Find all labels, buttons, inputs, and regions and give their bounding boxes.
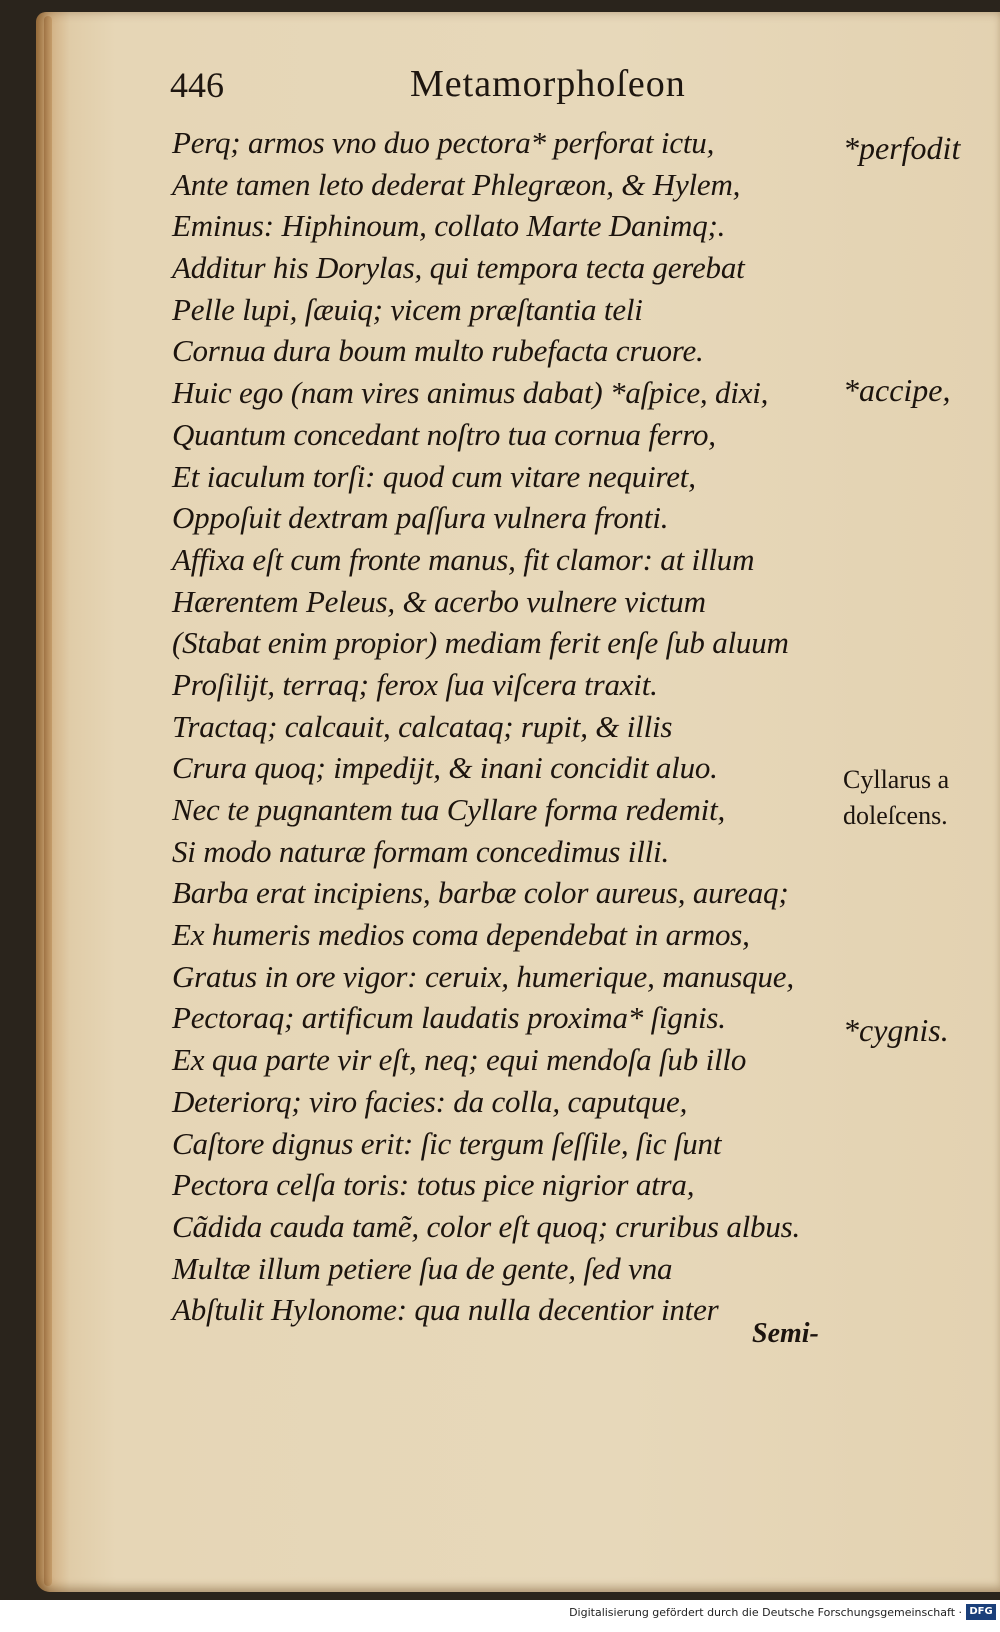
verse-line: Barba erat incipiens, barbæ color aureus, aureaq; [172,875,789,911]
verse-line: (Stabat enim propior) mediam ferit enſe ſub aluum [172,625,789,661]
verse-line: Abſtulit Hylonome: qua nulla decentior inter [172,1292,719,1328]
catchword: Semi- [752,1318,819,1349]
verse-line: Quantum concedant noſtro tua cornua ferro, [172,416,716,452]
verse-line: Caſtore dignus erit: ſic tergum ſeſſile, ſic ſunt [172,1125,722,1161]
verse-line: Pectora celſa toris: totus pice nigrior atra, [172,1167,695,1203]
footer-credit: Digitalisierung gefördert durch die Deutsche Forschungsgemeinschaft · [569,1606,962,1619]
verse-line: Ex qua parte vir eſt, neq; equi mendoſa ſub illo [172,1042,747,1078]
marginal-note-cyllarus-1: Cyllarus a [843,765,950,794]
marginal-note-cyllarus-2: doleſcens. [843,801,948,830]
verse-line: Perq; armos vno duo pectora* perforat ictu, [172,125,715,160]
verse-line: Hærentem Peleus, & acerbo vulnere victum [172,583,706,619]
verse-line: Si modo naturæ formam concedimus illi. [172,833,669,869]
verse-line: Cornua dura boum multo rubefacta cruore. [172,333,704,369]
verse-line: Pectoraq; artificum laudatis proxima* ſignis. [172,1000,726,1036]
verse-line: Huic ego (nam vires animus dabat) *aſpice, dixi, [172,375,769,411]
verse-line: Multæ illum petiere ſua de gente, ſed vna [172,1250,673,1286]
page-number: 446 [170,65,224,105]
verse-line: Oppoſuit dextram paſſura vulnera fronti. [172,500,669,536]
verse-line: Et iaculum torſi: quod cum vitare nequiret, [172,458,696,494]
running-head: Metamorphoſeon [410,63,686,105]
verse-line: Ante tamen leto dederat Phlegræon, & Hylem, [172,166,741,202]
verse-line: Pelle lupi, ſæuiq; vicem præſtantia teli [172,291,643,327]
marginal-note-cygnis: *cygnis. [843,1012,949,1048]
verse-line: Deteriorq; viro facies: da colla, caputque, [172,1083,688,1119]
verse-line: Tractaq; calcauit, calcataq; rupit, & illis [172,708,673,744]
verse-line: Affixa eſt cum fronte manus, fit clamor: at illum [172,541,755,577]
verse-line: Ex humeris medios coma dependebat in armos, [172,917,750,953]
verse-line: Proſilijt, terraq; ferox ſua viſcera traxit. [172,666,658,702]
verse-line: Additur his Dorylas, qui tempora tecta gerebat [172,250,745,286]
verse-line: Nec te pugnantem tua Cyllare forma redemit, [172,792,726,827]
dfg-logo: DFG [966,1604,996,1620]
marginal-note-accipe: *accipe, [843,372,951,408]
page-gutter-shadow [44,16,52,1586]
verse-line: Cãdida cauda tamẽ, color eſt quoq; cruribus albus. [172,1208,801,1244]
verse-block [172,122,852,1331]
marginal-note-perfodit: *perfodit [843,130,961,166]
verse-line: Crura quoq; impedijt, & inani concidit aluo. [172,750,718,786]
verse-line: Gratus in ore vigor: ceruix, humerique, manusque, [172,958,794,994]
verse-line: Eminus: Hiphinoum, collato Marte Danimq;. [172,208,726,244]
